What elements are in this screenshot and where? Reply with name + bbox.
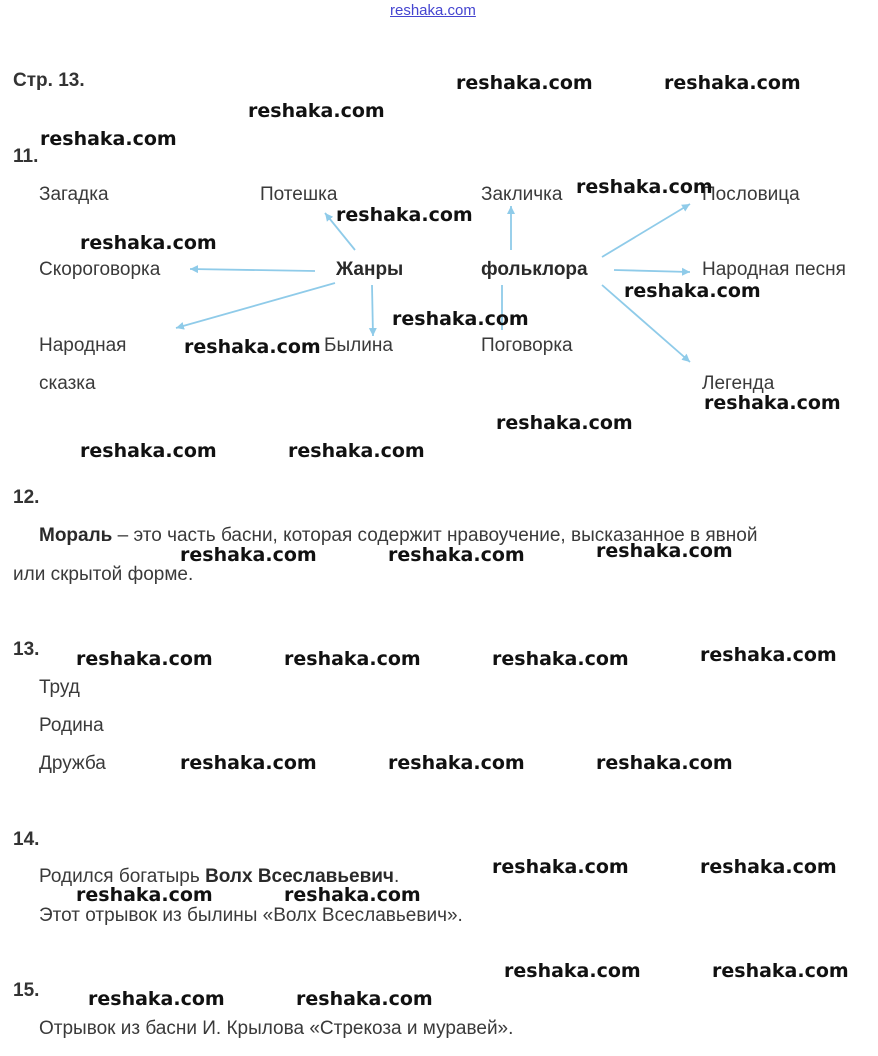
page-label: Стр. 13. xyxy=(13,70,85,91)
watermark: reshaka.com xyxy=(504,960,641,982)
moral-definition-line2: или скрытой форме. xyxy=(13,564,194,585)
watermark: reshaka.com xyxy=(596,752,733,774)
watermark: reshaka.com xyxy=(704,392,841,414)
task-11-number: 11. xyxy=(13,146,39,167)
watermark: reshaka.com xyxy=(76,884,213,906)
bylina-line1-suffix: . xyxy=(393,866,400,887)
watermark: reshaka.com xyxy=(596,540,733,562)
bylina-line1-prefix: Родился богатырь xyxy=(39,866,206,887)
moral-term: Мораль xyxy=(39,525,113,546)
watermark: reshaka.com xyxy=(576,176,713,198)
watermark: reshaka.com xyxy=(80,440,217,462)
genre-narodnaya-pesnya: Народная песня xyxy=(702,259,846,280)
watermark: reshaka.com xyxy=(336,204,473,226)
diagram-center-folklora: фольклора xyxy=(481,259,588,280)
site-link[interactable]: reshaka.com xyxy=(390,2,476,19)
genre-zagadka: Загадка xyxy=(39,184,109,205)
watermark: reshaka.com xyxy=(284,648,421,670)
watermark: reshaka.com xyxy=(456,72,593,94)
watermark: reshaka.com xyxy=(492,856,629,878)
value-trud: Труд xyxy=(39,677,80,698)
arrow-to-skorogovorka xyxy=(190,269,315,271)
value-druzhba: Дружба xyxy=(39,753,106,774)
task-14-number: 14. xyxy=(13,829,40,850)
watermark: reshaka.com xyxy=(248,100,385,122)
task-12-number: 12. xyxy=(13,487,40,508)
watermark: reshaka.com xyxy=(700,856,837,878)
arrow-to-narodnaya-pesnya xyxy=(614,270,690,272)
watermark: reshaka.com xyxy=(184,336,321,358)
genre-legenda: Легенда xyxy=(702,373,775,394)
genre-narodnaya: Народная xyxy=(39,335,127,356)
watermark: reshaka.com xyxy=(664,72,801,94)
watermark: reshaka.com xyxy=(284,884,421,906)
fable-line1: Отрывок из басни И. Крылова «Стрекоза и муравей». xyxy=(39,1018,514,1039)
arrow-to-narodnaya-skazka xyxy=(176,283,335,328)
watermark: reshaka.com xyxy=(700,644,837,666)
watermark: reshaka.com xyxy=(180,752,317,774)
watermark: reshaka.com xyxy=(288,440,425,462)
watermark: reshaka.com xyxy=(392,308,529,330)
watermark: reshaka.com xyxy=(40,128,177,150)
genre-poslovitsa: Пословица xyxy=(702,184,800,205)
watermark: reshaka.com xyxy=(624,280,761,302)
watermark: reshaka.com xyxy=(496,412,633,434)
watermark: reshaka.com xyxy=(388,752,525,774)
watermark: reshaka.com xyxy=(180,544,317,566)
hero-name: Волх Всеславьевич xyxy=(205,866,394,887)
genre-poteshka: Потешка xyxy=(260,184,338,205)
arrow-to-bylina xyxy=(372,285,373,336)
watermark: reshaka.com xyxy=(712,960,849,982)
watermark: reshaka.com xyxy=(88,988,225,1010)
watermark: reshaka.com xyxy=(492,648,629,670)
diagram-center-zhanry: Жанры xyxy=(336,259,404,280)
genre-skazka: сказка xyxy=(39,373,96,394)
watermark: reshaka.com xyxy=(76,648,213,670)
bylina-line2: Этот отрывок из былины «Волх Всеславьевич». xyxy=(39,905,463,926)
genre-skorogovorka: Скороговорка xyxy=(39,259,161,280)
arrow-to-poslovitsa xyxy=(602,204,690,257)
task-13-number: 13. xyxy=(13,639,40,660)
watermark: reshaka.com xyxy=(296,988,433,1010)
genre-zaklichka: Закличка xyxy=(481,184,563,205)
watermark: reshaka.com xyxy=(388,544,525,566)
task-15-number: 15. xyxy=(13,980,40,1001)
moral-definition-text: – это часть басни, которая содержит нравоучение, высказанное в явной xyxy=(112,525,758,546)
value-rodina: Родина xyxy=(39,715,104,736)
genre-bylina: Былина xyxy=(324,335,393,356)
genre-pogovorka: Поговорка xyxy=(481,335,573,356)
watermark: reshaka.com xyxy=(80,232,217,254)
